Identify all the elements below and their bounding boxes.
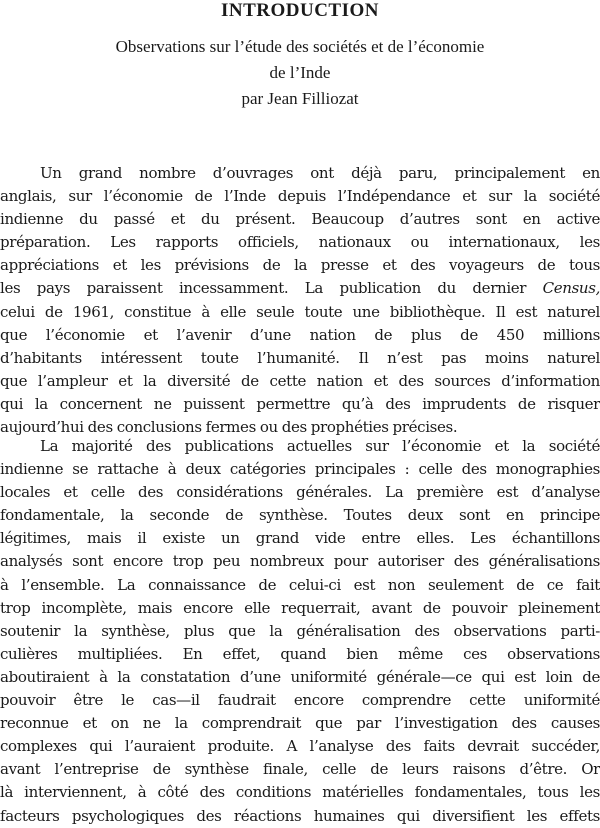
paragraph-line: préparation. Les rapports officiels, nationaux ou internationaux, les — [0, 233, 600, 252]
paragraph-line: légitimes, mais il existe un grand vide entre elles. Les échantillons — [0, 529, 600, 548]
paragraph-line: soutenir la synthèse, plus que la généralisation des observations parti- — [0, 621, 600, 640]
paragraph-line: fondamentale, la seconde de synthèse. Toutes deux sont en principe — [0, 506, 600, 525]
paragraph-line: que l’économie et l’avenir d’une nation de plus de 450 millions — [0, 325, 600, 344]
paragraph-1 — [0, 162, 600, 439]
subtitle-line-1: Observations sur l’étude des sociétés et de l’économie — [115, 37, 485, 56]
paragraph-line: analysés sont encore trop peu nombreux pour autoriser des généralisations — [0, 552, 600, 571]
paragraph-line: indienne se rattache à deux catégories principales : celle des monographies — [0, 460, 600, 479]
paragraph-line: Un grand nombre d’ouvrages ont déjà paru, principalement en — [40, 164, 600, 182]
paragraph-line: locales et celle des considérations générales. La première est d’analyse — [0, 483, 600, 502]
paragraph-line: avant l’entreprise de synthèse finale, celle de leurs raisons d’être. Or — [0, 760, 600, 779]
paragraph-line: complexes qui l’auraient produite. A l’analyse des faits devrait succéder, — [0, 737, 600, 756]
paragraph-line: qui la concernent ne puissent permettre qu’à des imprudents de risquer — [0, 394, 600, 413]
paragraph-line: aujourd’hui des conclusions fermes ou des prophéties précises. — [0, 418, 458, 437]
paragraph-line: pouvoir être le cas—il faudrait encore comprendre cette uniformité — [0, 691, 600, 710]
paragraph-line: reconnue et on ne la comprendrait que par l’investigation des causes — [0, 714, 600, 733]
paragraph-line: d’habitants intéressent toute l’humanité. Il n’est pas moins naturel — [0, 348, 600, 367]
census-italic: Census, — [542, 279, 600, 298]
paragraph-line: aboutiraient à la constatation d’une uniformité générale—ce qui est loin de — [0, 667, 600, 686]
subtitle-line-2: de l’Inde — [269, 63, 331, 82]
paragraph-line-text: les pays paraissent incessamment. La publication du dernier — [0, 279, 527, 298]
paragraph-line: que l’ampleur et la diversité de cette nation et des sources d’information — [0, 371, 600, 390]
paragraph-line: indienne du passé et du présent. Beaucoup d’autres sont en active — [0, 210, 600, 229]
paragraph-line-with-census — [0, 277, 600, 300]
paragraph-line: anglais, sur l’économie de l’Inde depuis l’Indépendance et sur la société — [0, 187, 600, 206]
paragraph-line: à l’ensemble. La connaissance de celui-ci est non seulement de ce fait — [0, 575, 600, 594]
paragraph-line: culières multipliées. En effet, quand bien même ces observations — [0, 644, 600, 663]
paragraph-line: celui de 1961, constitue à elle seule toute une bibliothèque. Il est naturel — [0, 302, 600, 321]
author-line: par Jean Filliozat — [241, 89, 359, 108]
paragraph-line: La majorité des publications actuelles sur l’économie et la société — [40, 437, 600, 455]
paragraph-line: trop incomplète, mais encore elle requerrait, avant de pouvoir pleinement — [0, 598, 600, 617]
paragraph-line: là interviennent, à côté des conditions matérielles fondamentales, tous les — [0, 783, 600, 802]
paragraph-2 — [0, 435, 600, 828]
paragraph-line: appréciations et les prévisions de la presse et des voyageurs de tous — [0, 256, 600, 275]
paragraph-line: facteurs psychologiques des réactions humaines qui diversifient les effets — [0, 806, 600, 825]
page-heading: INTRODUCTION — [220, 0, 380, 21]
